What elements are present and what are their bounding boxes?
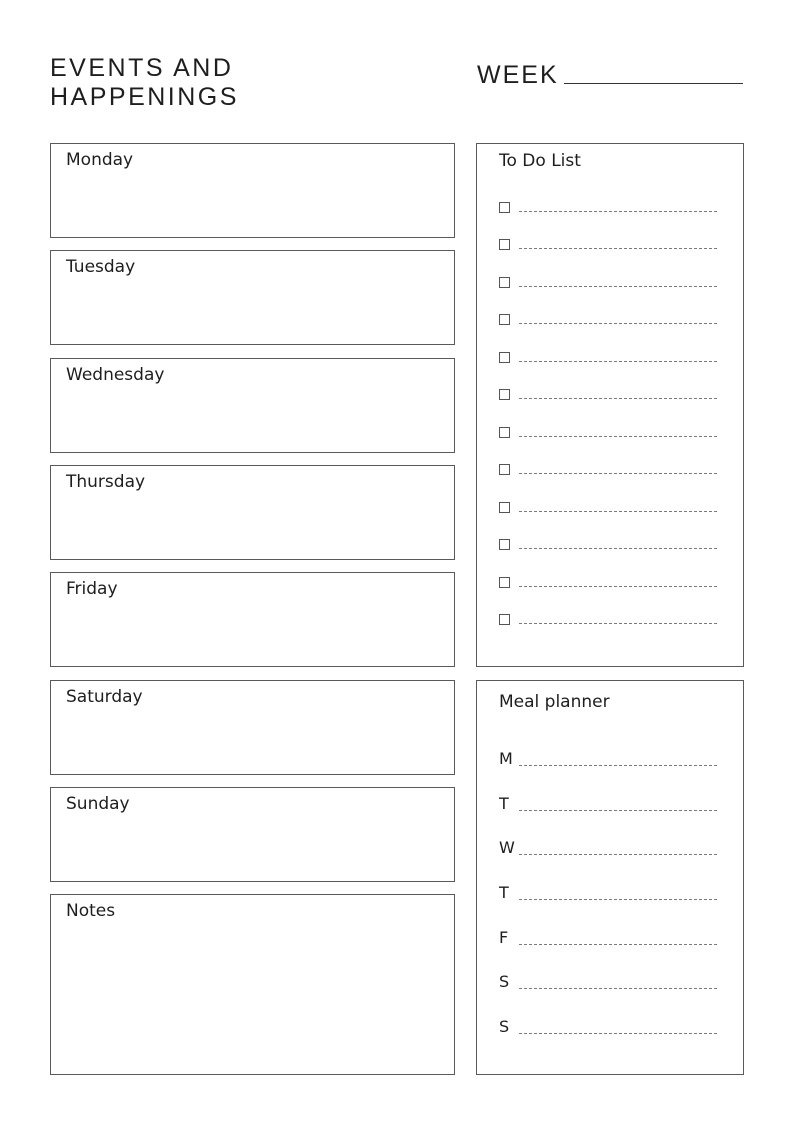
- meal-day-letter: W: [499, 838, 515, 857]
- todo-list-box: [476, 143, 744, 667]
- week-field[interactable]: [477, 61, 743, 91]
- day-box-tuesday[interactable]: [50, 250, 455, 345]
- todo-write-line[interactable]: [519, 473, 717, 474]
- meal-row-friday[interactable]: [499, 928, 717, 948]
- page-title-line-2: HAPPENINGS: [50, 83, 239, 111]
- meal-row-sunday[interactable]: [499, 1017, 717, 1037]
- meal-write-line[interactable]: [519, 988, 717, 989]
- todo-item[interactable]: [499, 352, 717, 366]
- todo-item[interactable]: [499, 502, 717, 516]
- meal-planner-label: Meal planner: [499, 692, 610, 712]
- day-label-wednesday: Wednesday: [66, 365, 165, 385]
- checkbox[interactable]: [499, 352, 510, 363]
- todo-write-line[interactable]: [519, 548, 717, 549]
- todo-item[interactable]: [499, 202, 717, 216]
- checkbox[interactable]: [499, 539, 510, 550]
- todo-item[interactable]: [499, 577, 717, 591]
- todo-write-line[interactable]: [519, 586, 717, 587]
- meal-day-letter: F: [499, 928, 509, 947]
- meal-write-line[interactable]: [519, 854, 717, 855]
- todo-write-line[interactable]: [519, 211, 717, 212]
- todo-item[interactable]: [499, 239, 717, 253]
- page-title: [50, 54, 239, 112]
- week-write-line[interactable]: [564, 83, 743, 84]
- day-label-monday: Monday: [66, 150, 134, 170]
- meal-day-letter: M: [499, 749, 513, 768]
- todo-write-line[interactable]: [519, 436, 717, 437]
- todo-write-line[interactable]: [519, 511, 717, 512]
- meal-row-tuesday[interactable]: [499, 794, 717, 814]
- meal-day-letter: T: [499, 883, 509, 902]
- checkbox[interactable]: [499, 614, 510, 625]
- meal-write-line[interactable]: [519, 1033, 717, 1034]
- checkbox[interactable]: [499, 502, 510, 513]
- meal-write-line[interactable]: [519, 765, 717, 766]
- todo-write-line[interactable]: [519, 361, 717, 362]
- checkbox[interactable]: [499, 314, 510, 325]
- todo-write-line[interactable]: [519, 323, 717, 324]
- todo-item[interactable]: [499, 314, 717, 328]
- day-box-wednesday[interactable]: [50, 358, 455, 453]
- checkbox[interactable]: [499, 464, 510, 475]
- day-box-sunday[interactable]: [50, 787, 455, 882]
- meal-write-line[interactable]: [519, 810, 717, 811]
- todo-write-line[interactable]: [519, 623, 717, 624]
- todo-item[interactable]: [499, 614, 717, 628]
- notes-label: Notes: [66, 901, 116, 921]
- day-box-thursday[interactable]: [50, 465, 455, 560]
- meal-row-wednesday[interactable]: [499, 838, 717, 858]
- todo-write-line[interactable]: [519, 286, 717, 287]
- day-label-friday: Friday: [66, 579, 118, 599]
- meal-day-letter: S: [499, 972, 510, 991]
- todo-write-line[interactable]: [519, 248, 717, 249]
- meal-row-saturday[interactable]: [499, 972, 717, 992]
- day-label-thursday: Thursday: [66, 472, 146, 492]
- checkbox[interactable]: [499, 389, 510, 400]
- todo-list-label: To Do List: [499, 151, 581, 171]
- meal-write-line[interactable]: [519, 899, 717, 900]
- checkbox[interactable]: [499, 277, 510, 288]
- todo-item[interactable]: [499, 277, 717, 291]
- meal-row-monday[interactable]: [499, 749, 717, 769]
- todo-item[interactable]: [499, 464, 717, 478]
- todo-item[interactable]: [499, 539, 717, 553]
- page-title-line-1: EVENTS AND: [50, 54, 234, 82]
- day-label-saturday: Saturday: [66, 687, 143, 707]
- checkbox[interactable]: [499, 577, 510, 588]
- notes-box[interactable]: [50, 894, 455, 1075]
- week-label: WEEK: [477, 61, 559, 89]
- day-box-friday[interactable]: [50, 572, 455, 667]
- todo-item[interactable]: [499, 427, 717, 441]
- meal-day-letter: S: [499, 1017, 510, 1036]
- meal-row-thursday[interactable]: [499, 883, 717, 903]
- todo-write-line[interactable]: [519, 398, 717, 399]
- meal-planner-box: [476, 680, 744, 1075]
- checkbox[interactable]: [499, 202, 510, 213]
- day-label-sunday: Sunday: [66, 794, 130, 814]
- meal-day-letter: T: [499, 794, 509, 813]
- checkbox[interactable]: [499, 239, 510, 250]
- checkbox[interactable]: [499, 427, 510, 438]
- day-box-saturday[interactable]: [50, 680, 455, 775]
- day-label-tuesday: Tuesday: [66, 257, 136, 277]
- todo-item[interactable]: [499, 389, 717, 403]
- meal-write-line[interactable]: [519, 944, 717, 945]
- day-box-monday[interactable]: [50, 143, 455, 238]
